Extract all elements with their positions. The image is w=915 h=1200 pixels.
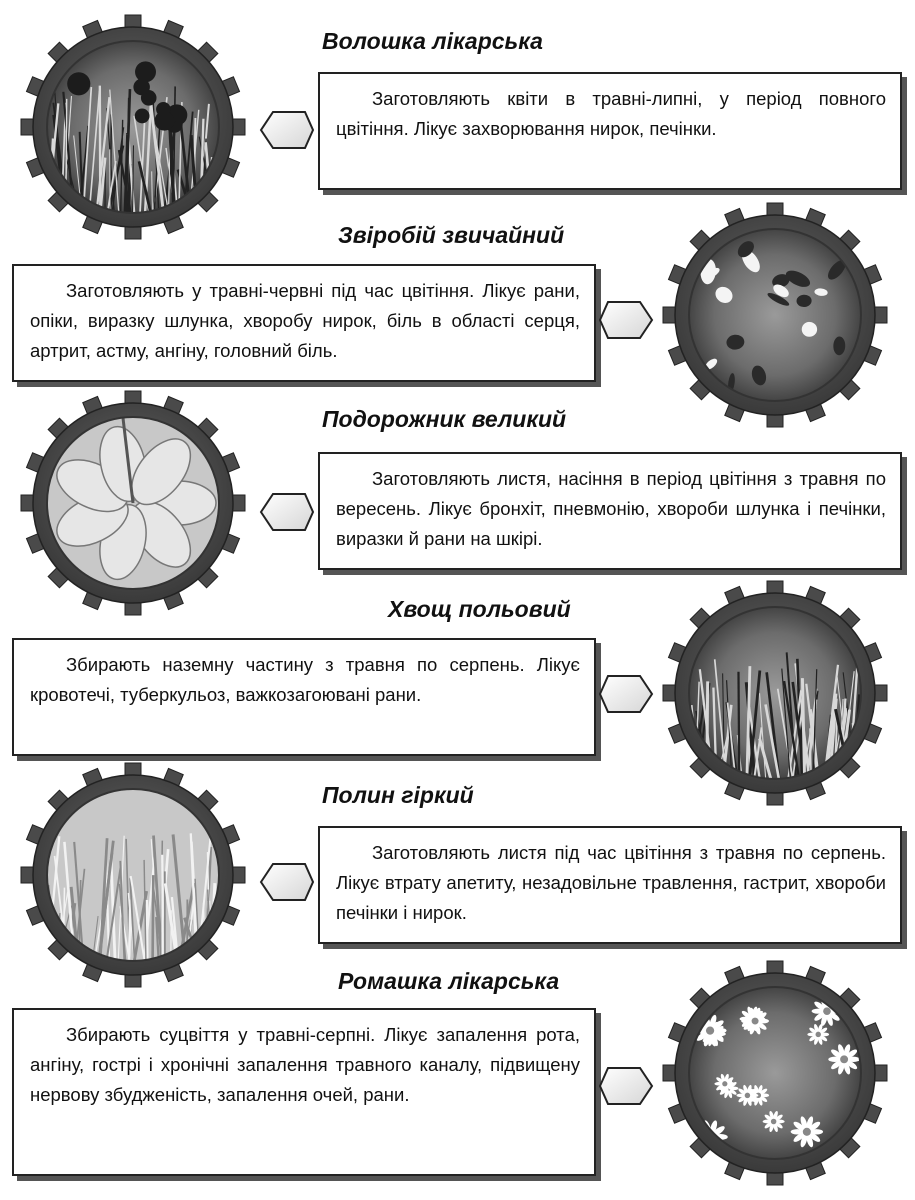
plant-description: Заготовляють листя, насіння в період цвітіння з травня по вересень. Лікує бронхіт, пневмонію, хвороби шлунка і печінки, виразки й рани на шкірі.	[336, 468, 886, 549]
plant-description: Заготовляють листя під час цвітіння з травня по серпень. Лікує втрату апетиту, незадовільне травлення, гастрит, хвороби печінки і нирок.	[336, 842, 886, 923]
plant-description: Заготовляють квіти в травні-липні, у період повного цвітіння. Лікує захворювання нирок, печінки.	[336, 88, 886, 139]
pointer-icon	[598, 1064, 658, 1108]
chamomile-image	[650, 958, 900, 1188]
plant-description: Заготовляють у травні-червні під час цвітіння. Лікує рани, опіки, виразку шлунка, хворобу нирок, біль в області серця, артрит, астму, ангіну, головний біль.	[30, 280, 580, 361]
plant-title: Хвощ польовий	[388, 596, 571, 622]
plant-title: Полин гіркий	[322, 782, 474, 808]
plant-title: Волошка лікарська	[322, 28, 543, 54]
plant-title: Подорожник великий	[322, 406, 567, 432]
plant-description: Збирають суцвіття у травні-серпні. Лікує запалення рота, ангіну, гострі і хронічні запалення травного каналу, підвищену нервову збудженість, запалення очей, рани.	[30, 1024, 580, 1105]
plant-description: Збирають наземну частину з травня по серпень. Лікує кровотечі, туберкульоз, важкозагоювані рани.	[30, 654, 580, 705]
plant-title: Звіробій звичайний	[338, 222, 565, 248]
plant-title: Ромашка лікарська	[338, 968, 560, 994]
plant-description-box	[12, 1008, 596, 1176]
